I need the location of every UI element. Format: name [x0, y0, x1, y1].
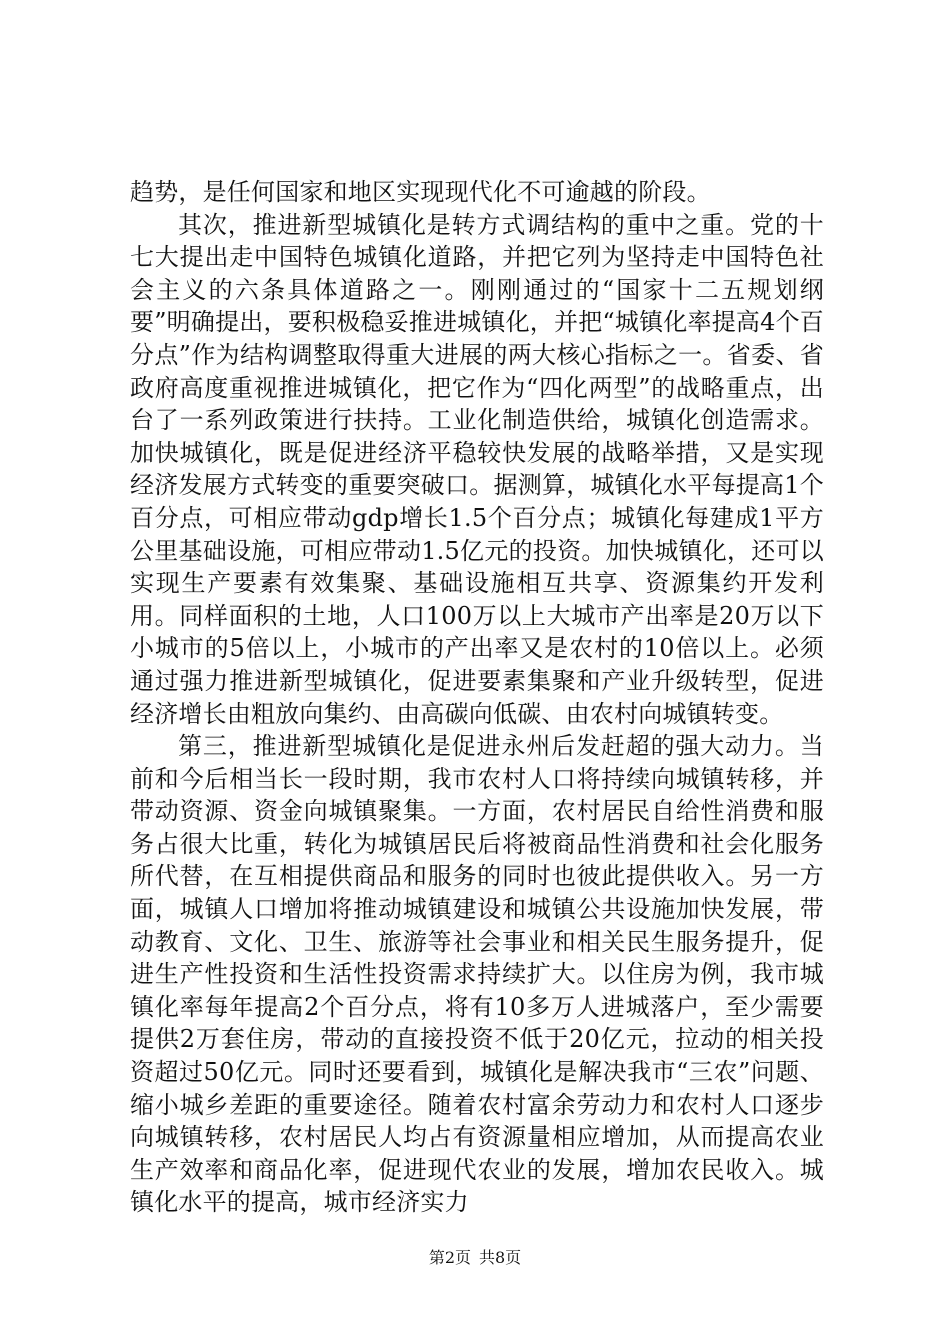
page-total: 共8页	[479, 1248, 522, 1267]
body-text	[130, 176, 824, 1219]
paragraph-third-point: 第三，推进新型城镇化是促进永州后发赶超的强大动力。当前和今后相当长一段时期，我市农村人口将持续向城镇转移，并带动资源、资金向城镇聚集。一方面，农村居民自给性消费和服务占很大比重，转化为城镇居民后将被商品性消费和社会化服务所代替，在互相提供商品和服务的同时也彼此提供收入。另一方面，城镇人口增加将推动城镇建设和城镇公共设施加快发展，带动教育、文化、卫生、旅游等社会事业和相关民生服务提升，促进生产性投资和生活性投资需求持续扩大。以住房为例，我市城镇化率每年提高2个百分点，将有10多万人进城落户，至少需要提供2万套住房，带动的直接投资不低于20亿元，拉动的相关投资超过50亿元。同时还要看到，城镇化是解决我市“三农”问题、缩小城乡差距的重要途径。随着农村富余劳动力和农村人口逐步向城镇转移，农村居民人均占有资源量相应增加，从而提高农业生产效率和商品化率，促进现代农业的发展，增加农民收入。城镇化水平的提高，城市经济实力	[130, 732, 824, 1217]
paragraph-continuation: 趋势，是任何国家和地区实现现代化不可逾越的阶段。	[130, 178, 711, 206]
page-footer	[0, 1248, 950, 1268]
paragraph-second-point: 其次，推进新型城镇化是转方式调结构的重中之重。党的十七大提出走中国特色城镇化道路，并把它列为坚持走中国特色社会主义的六条具体道路之一。刚刚通过的“国家十二五规划纲要”明确提出，要积极稳妥推进城镇化，并把“城镇化率提高4个百分点”作为结构调整取得重大进展的两大核心指标之一。省委、省政府高度重视推进城镇化，把它作为“四化两型”的战略重点，出台了一系列政策进行扶持。工业化制造供给，城镇化创造需求。加快城镇化，既是促进经济平稳较快发展的战略举措，又是实现经济发展方式转变的重要突破口。据测算，城镇化水平每提高1个百分点，可相应带动gdp增长1.5个百分点；城镇化每建成1平方公里基础设施，可相应带动1.5亿元的投资。加快城镇化，还可以实现生产要素有效集聚、基础设施相互共享、资源集约开发利用。同样面积的土地，人口100万以上大城市产出率是20万以下小城市的5倍以上，小城市的产出率又是农村的10倍以上。必须通过强力推进新型城镇化，促进要素集聚和产业升级转型，促进经济增长由粗放向集约、由高碳向低碳、由农村向城镇转变。	[130, 210, 824, 728]
page-number: 第2页	[428, 1248, 471, 1267]
